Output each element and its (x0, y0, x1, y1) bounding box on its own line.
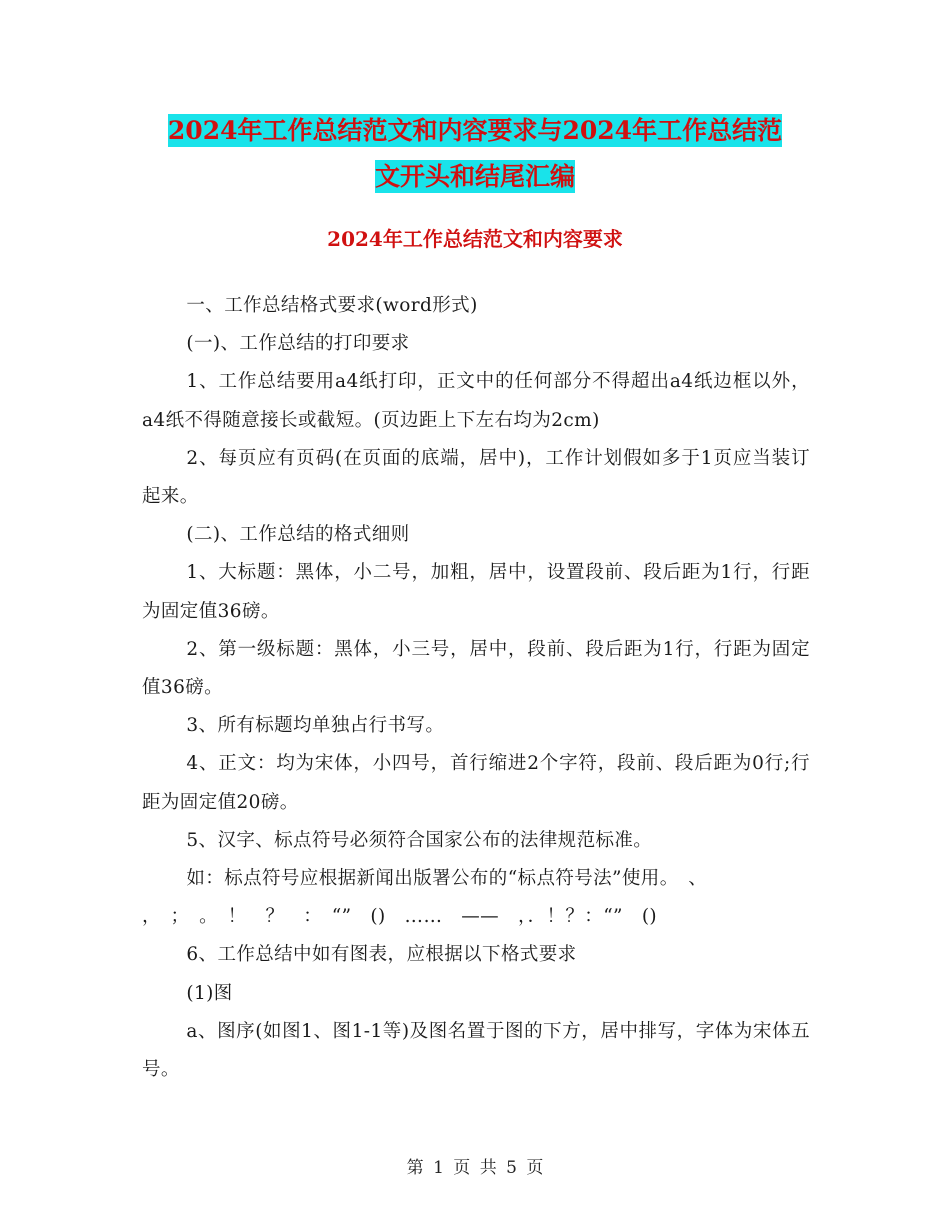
paragraph: 如：标点符号应根据新闻出版署公布的“标点符号法”使用。 、 (186, 868, 708, 890)
paragraph: 2、每页应有页码(在页面的底端，居中)，工作计划假如多于1页应当装订起来。 (142, 447, 810, 508)
paragraph: 1、工作总结要用a4纸打印，正文中的任何部分不得超出a4纸边框以外，a4纸不得随意接长或截短。(页边距上下左右均为2cm) (142, 371, 810, 431)
document-main-title (140, 108, 810, 200)
punctuation-examples: ， ； 。 ！ ？ ： “” () …… —— ，．！？：“” () (142, 906, 658, 928)
paragraph: 1、大标题：黑体，小二号，加粗，居中，设置段前、段后距为1行，行距为固定值36磅。 (142, 562, 810, 622)
section-title: 2024年工作总结范文和内容要求 (327, 227, 623, 251)
paragraph: 一、工作总结格式要求(word形式) (186, 295, 478, 316)
paragraph: 5、汉字、标点符号必须符合国家公布的法律规范标准。 (186, 829, 653, 851)
paragraph: (1)图 (186, 982, 233, 1004)
document-body (142, 287, 810, 1089)
paragraph: a、图序(如图1、图1-1等)及图名置于图的下方，居中排写，字体为宋体五号。 (142, 1020, 810, 1081)
paragraph: 4、正文：均为宋体，小四号，首行缩进2个字符，段前、段后距为0行;行距为固定值20磅。 (142, 753, 810, 813)
paragraph: (二)、工作总结的格式细则 (186, 524, 410, 546)
main-title-line-2: 文开头和结尾汇编 (374, 162, 575, 191)
paragraph: (一)、工作总结的打印要求 (186, 333, 410, 355)
page-footer: 第 1 页 共 5 页 (406, 1158, 544, 1178)
main-title-line-1: 2024年工作总结范文和内容要求与2024年工作总结范 (167, 116, 783, 145)
paragraph: 6、工作总结中如有图表，应根据以下格式要求 (186, 944, 577, 966)
paragraph: 3、所有标题均单独占行书写。 (186, 715, 445, 737)
paragraph: 2、第一级标题：黑体，小三号，居中，段前、段后距为1行，行距为固定值36磅。 (142, 638, 810, 699)
